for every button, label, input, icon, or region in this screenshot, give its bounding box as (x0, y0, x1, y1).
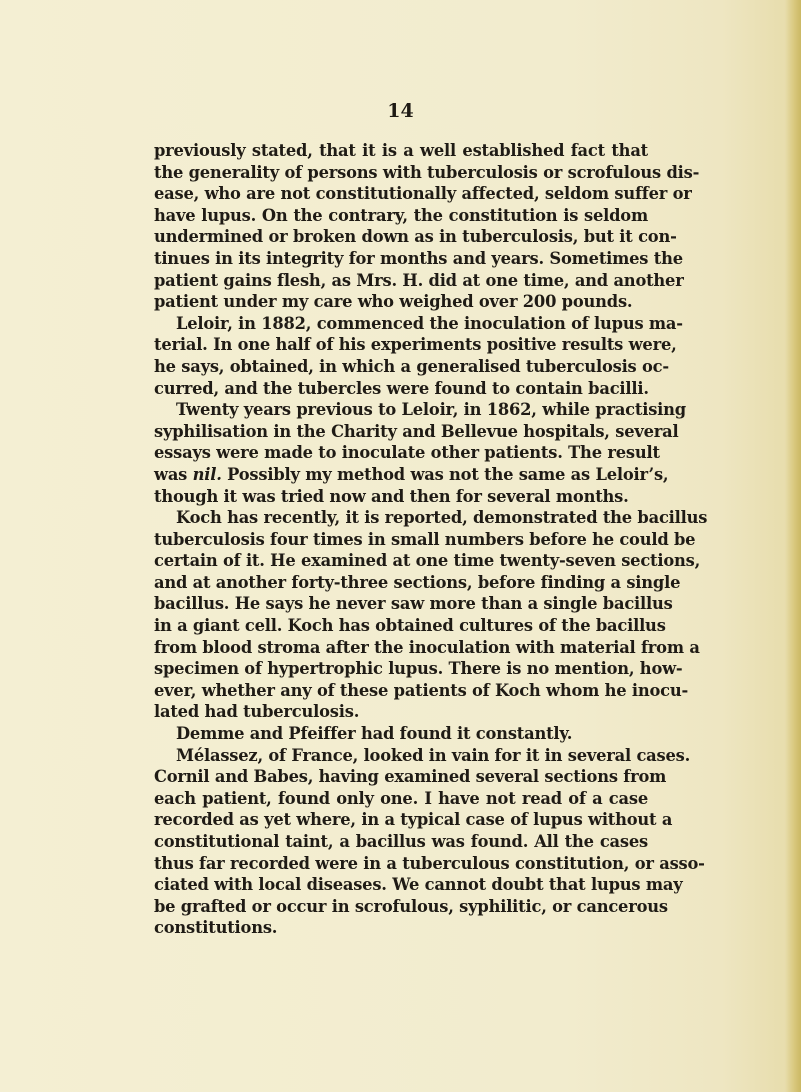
text-line: Leloir, in 1882, commenced the inoculation of lupus ma- (176, 313, 683, 333)
text-line: though it was tried now and then for several months. (154, 486, 629, 506)
text-line: undermined or broken down as in tuberculosis, but it con- (154, 227, 677, 247)
text-line: tuberculosis four times in small numbers before he could be (154, 529, 696, 549)
text-line: syphilisation in the Charity and Bellevue hospitals, several (154, 421, 679, 441)
text-line: curred, and the tubercles were found to contain bacilli. (154, 378, 649, 398)
text-line: Twenty years previous to Leloir, in 1862, while practising (176, 400, 686, 420)
text-line: constitutions. (154, 918, 278, 938)
text-line: patient under my care who weighed over 200 pounds. (154, 292, 633, 312)
text-line: ciated with local diseases. We cannot doubt that lupus may (154, 875, 683, 895)
text-line: the generality of persons with tuberculosis or scrofulous dis- (154, 162, 700, 182)
text-line: lated had tuberculosis. (154, 702, 360, 722)
text-line: Koch has recently, it is reported, demonstrated the bacillus (176, 508, 708, 528)
text-line: he says, obtained, in which a generalised tuberculosis oc- (154, 356, 669, 376)
text-line: patient gains flesh, as Mrs. H. did at one time, and another (154, 270, 684, 290)
text-line: Mélassez, of France, looked in vain for it in several cases. (176, 745, 691, 765)
text-line: in a giant cell. Koch has obtained cultures of the bacillus (154, 616, 666, 636)
text-line: ease, who are not constitutionally affected, seldom suffer or (154, 184, 692, 204)
text-line: certain of it. He examined at one time twenty-seven sections, (154, 551, 701, 571)
text-line: each patient, found only one. I have not read of a case (154, 788, 648, 808)
text-line: terial. In one half of his experiments positive results were, (154, 335, 677, 355)
text-line: from blood stroma after the inoculation with material from a (154, 637, 700, 657)
text-line: have lupus. On the contrary, the constitution is seldom (154, 205, 648, 225)
text-line: bacillus. He says he never saw more than a single bacillus (154, 594, 673, 614)
text-line: constitutional taint, a bacillus was found. All the cases (154, 832, 648, 851)
text-line: be grafted or occur in scrofulous, syphilitic, or cancerous (154, 896, 668, 916)
page-number: 14 (387, 100, 414, 122)
text-line: and at another forty-three sections, before finding a single (154, 572, 681, 592)
body-text (154, 140, 708, 939)
text-line: previously stated, that it is a well established fact that (154, 141, 648, 160)
text-line: was nil. Possibly my method was not the same as Leloir’s, (154, 464, 669, 484)
text-line: thus far recorded were in a tuberculous constitution, or asso- (154, 853, 705, 873)
text-line: Demme and Pfeiffer had found it constantly. (176, 724, 573, 744)
text-line: ever, whether any of these patients of Koch whom he inocu- (154, 680, 689, 700)
text-line: specimen of hypertrophic lupus. There is no mention, how- (154, 659, 683, 679)
page-edge-shading (785, 0, 801, 1092)
text-line: recorded as yet where, in a typical case of lupus without a (154, 810, 673, 830)
text-line: Cornil and Babes, having examined several sections from (154, 767, 667, 787)
text-line: essays were made to inoculate other patients. The result (154, 443, 660, 463)
text-line: tinues in its integrity for months and years. Sometimes the (154, 248, 683, 268)
